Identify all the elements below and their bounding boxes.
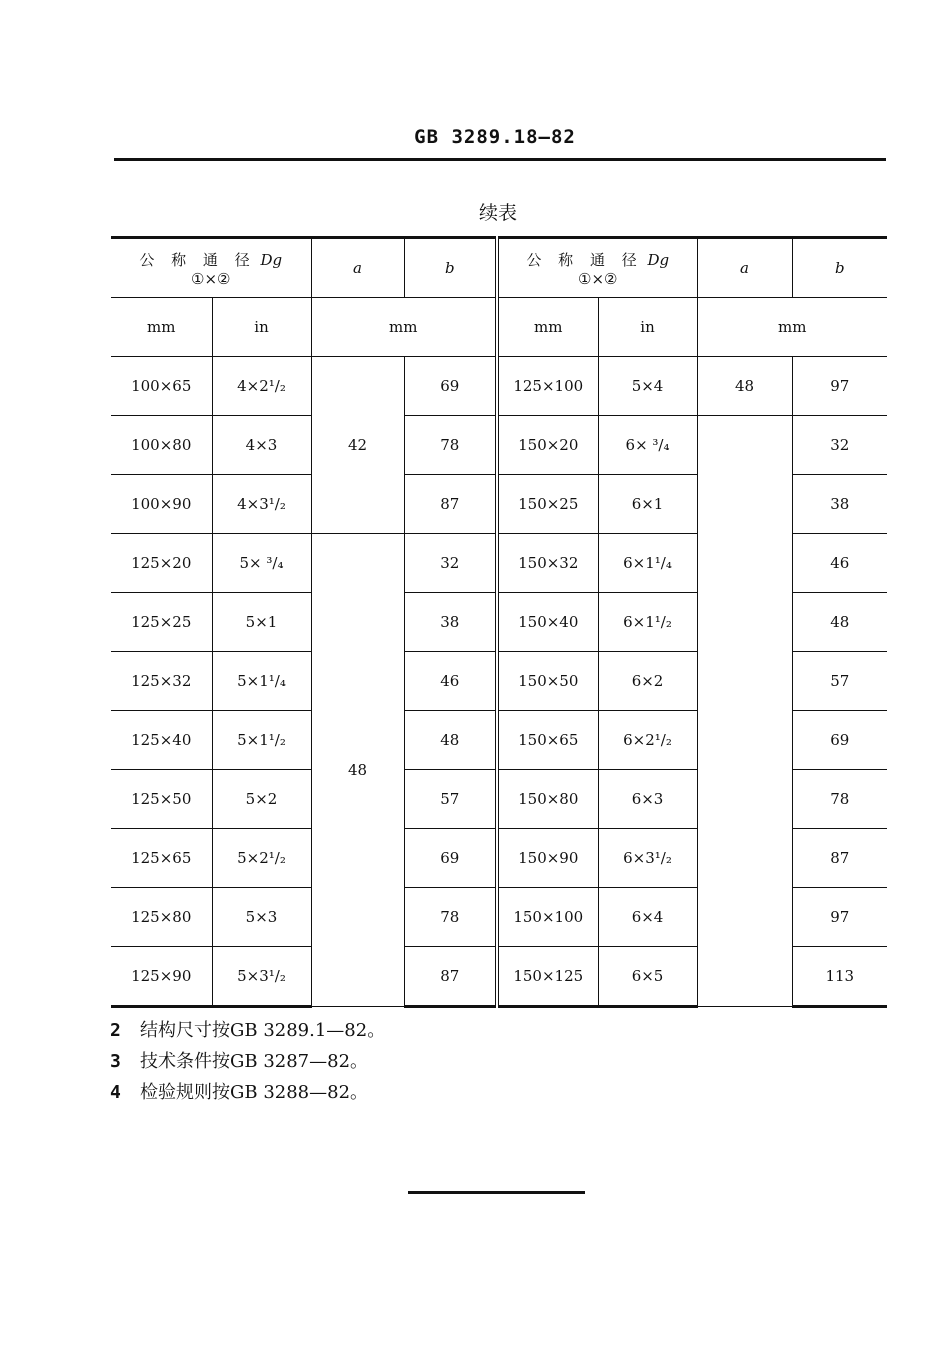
- cell-b: 32: [404, 534, 497, 593]
- end-rule: [408, 1191, 585, 1194]
- header-dg-label: Dg: [260, 250, 283, 269]
- cell-b: 38: [404, 593, 497, 652]
- cell-b: 78: [404, 416, 497, 475]
- cell-mm: 150×80: [497, 770, 598, 829]
- cell-in: 5×1¹/₂: [212, 711, 311, 770]
- cell-b: 97: [792, 888, 887, 947]
- cell-a-group-1: 42: [311, 357, 404, 534]
- cell-b: 97: [792, 357, 887, 416]
- cell-b: 57: [404, 770, 497, 829]
- cell-mm: 100×65: [111, 357, 212, 416]
- cell-b: 69: [404, 829, 497, 888]
- cell-b: 32: [792, 416, 887, 475]
- cell-a-first-right: 48: [697, 357, 792, 416]
- header-a-right: a: [697, 238, 792, 298]
- cell-mm: 125×40: [111, 711, 212, 770]
- header-b-right: b: [792, 238, 887, 298]
- cell-mm: 150×40: [497, 593, 598, 652]
- cell-mm: 125×100: [497, 357, 598, 416]
- cell-mm: 100×90: [111, 475, 212, 534]
- note-item: [110, 1077, 385, 1108]
- header-row-2: [111, 298, 887, 357]
- cell-b: 38: [792, 475, 887, 534]
- cell-in: 5×1: [212, 593, 311, 652]
- header-nominal-label: 公 称 通 径: [526, 250, 643, 269]
- cell-in: 6×1: [598, 475, 697, 534]
- unit-in-left: in: [212, 298, 311, 357]
- table-caption: 续表: [478, 202, 517, 224]
- cell-mm: 125×32: [111, 652, 212, 711]
- header-b-left: b: [404, 238, 497, 298]
- cell-in: 4×3: [212, 416, 311, 475]
- cell-in: 5×3¹/₂: [212, 947, 311, 1007]
- unit-in-right: in: [598, 298, 697, 357]
- note-item: [110, 1015, 385, 1046]
- header-a-left: a: [311, 238, 404, 298]
- header-nominal-label: 公 称 通 径: [139, 250, 256, 269]
- cell-in: 5×3: [212, 888, 311, 947]
- cell-mm: 125×65: [111, 829, 212, 888]
- cell-mm: 125×90: [111, 947, 212, 1007]
- unit-mm-left: mm: [111, 298, 212, 357]
- cell-mm: 125×80: [111, 888, 212, 947]
- cell-a-group-right-empty: [697, 416, 792, 1007]
- cell-mm: 125×50: [111, 770, 212, 829]
- header-combo-label: ①×②: [578, 269, 618, 288]
- header-nominal-left: [111, 238, 311, 298]
- cell-mm: 150×90: [497, 829, 598, 888]
- note-number: 3: [110, 1051, 121, 1072]
- cell-mm: 125×20: [111, 534, 212, 593]
- header-combo-label: ①×②: [191, 269, 231, 288]
- note-text: 结构尺寸按GB 3289.1—82。: [140, 1020, 386, 1041]
- unit-ab-left: mm: [311, 298, 497, 357]
- cell-in: 6×4: [598, 888, 697, 947]
- table-row: [111, 416, 887, 475]
- cell-b: 48: [404, 711, 497, 770]
- cell-b: 78: [404, 888, 497, 947]
- note-number: 4: [110, 1082, 121, 1103]
- cell-mm: 150×32: [497, 534, 598, 593]
- cell-b: 46: [404, 652, 497, 711]
- cell-in: 6× ³/₄: [598, 416, 697, 475]
- cell-a-group-2: 48: [311, 534, 404, 1007]
- cell-in: 6×1¹/₂: [598, 593, 697, 652]
- unit-mm-right: mm: [497, 298, 598, 357]
- cell-in: 5×2: [212, 770, 311, 829]
- cell-in: 6×2: [598, 652, 697, 711]
- cell-mm: 125×25: [111, 593, 212, 652]
- header-row-1: [111, 238, 887, 298]
- cell-mm: 150×25: [497, 475, 598, 534]
- cell-in: 6×5: [598, 947, 697, 1007]
- header-nominal-right: [497, 238, 697, 298]
- note-item: [110, 1046, 385, 1077]
- cell-b: 69: [792, 711, 887, 770]
- cell-in: 6×1¹/₄: [598, 534, 697, 593]
- cell-b: 57: [792, 652, 887, 711]
- cell-b: 78: [792, 770, 887, 829]
- table-row: [111, 357, 887, 416]
- cell-mm: 150×65: [497, 711, 598, 770]
- cell-in: 5×4: [598, 357, 697, 416]
- cell-b: 48: [792, 593, 887, 652]
- note-text: 技术条件按GB 3287—82。: [140, 1051, 369, 1072]
- cell-in: 4×3¹/₂: [212, 475, 311, 534]
- note-number: 2: [110, 1020, 121, 1041]
- cell-mm: 150×20: [497, 416, 598, 475]
- cell-mm: 100×80: [111, 416, 212, 475]
- notes-list: [110, 1015, 385, 1108]
- cell-mm: 150×50: [497, 652, 598, 711]
- note-text: 检验规则按GB 3288—82。: [140, 1082, 369, 1103]
- cell-b: 87: [404, 475, 497, 534]
- header-rule: [114, 158, 886, 161]
- cell-mm: 150×100: [497, 888, 598, 947]
- cell-b: 87: [404, 947, 497, 1007]
- cell-in: 4×2¹/₂: [212, 357, 311, 416]
- header-dg-label: Dg: [647, 250, 670, 269]
- cell-in: 5×2¹/₂: [212, 829, 311, 888]
- cell-mm: 150×125: [497, 947, 598, 1007]
- cell-in: 6×3: [598, 770, 697, 829]
- dimension-table: [111, 236, 887, 1008]
- cell-in: 6×2¹/₂: [598, 711, 697, 770]
- cell-in: 5× ³/₄: [212, 534, 311, 593]
- cell-b: 87: [792, 829, 887, 888]
- cell-b: 69: [404, 357, 497, 416]
- standard-code: GB 3289.18—82: [414, 126, 576, 148]
- cell-in: 6×3¹/₂: [598, 829, 697, 888]
- cell-in: 5×1¹/₄: [212, 652, 311, 711]
- cell-b: 46: [792, 534, 887, 593]
- unit-ab-right: mm: [697, 298, 887, 357]
- cell-b: 113: [792, 947, 887, 1007]
